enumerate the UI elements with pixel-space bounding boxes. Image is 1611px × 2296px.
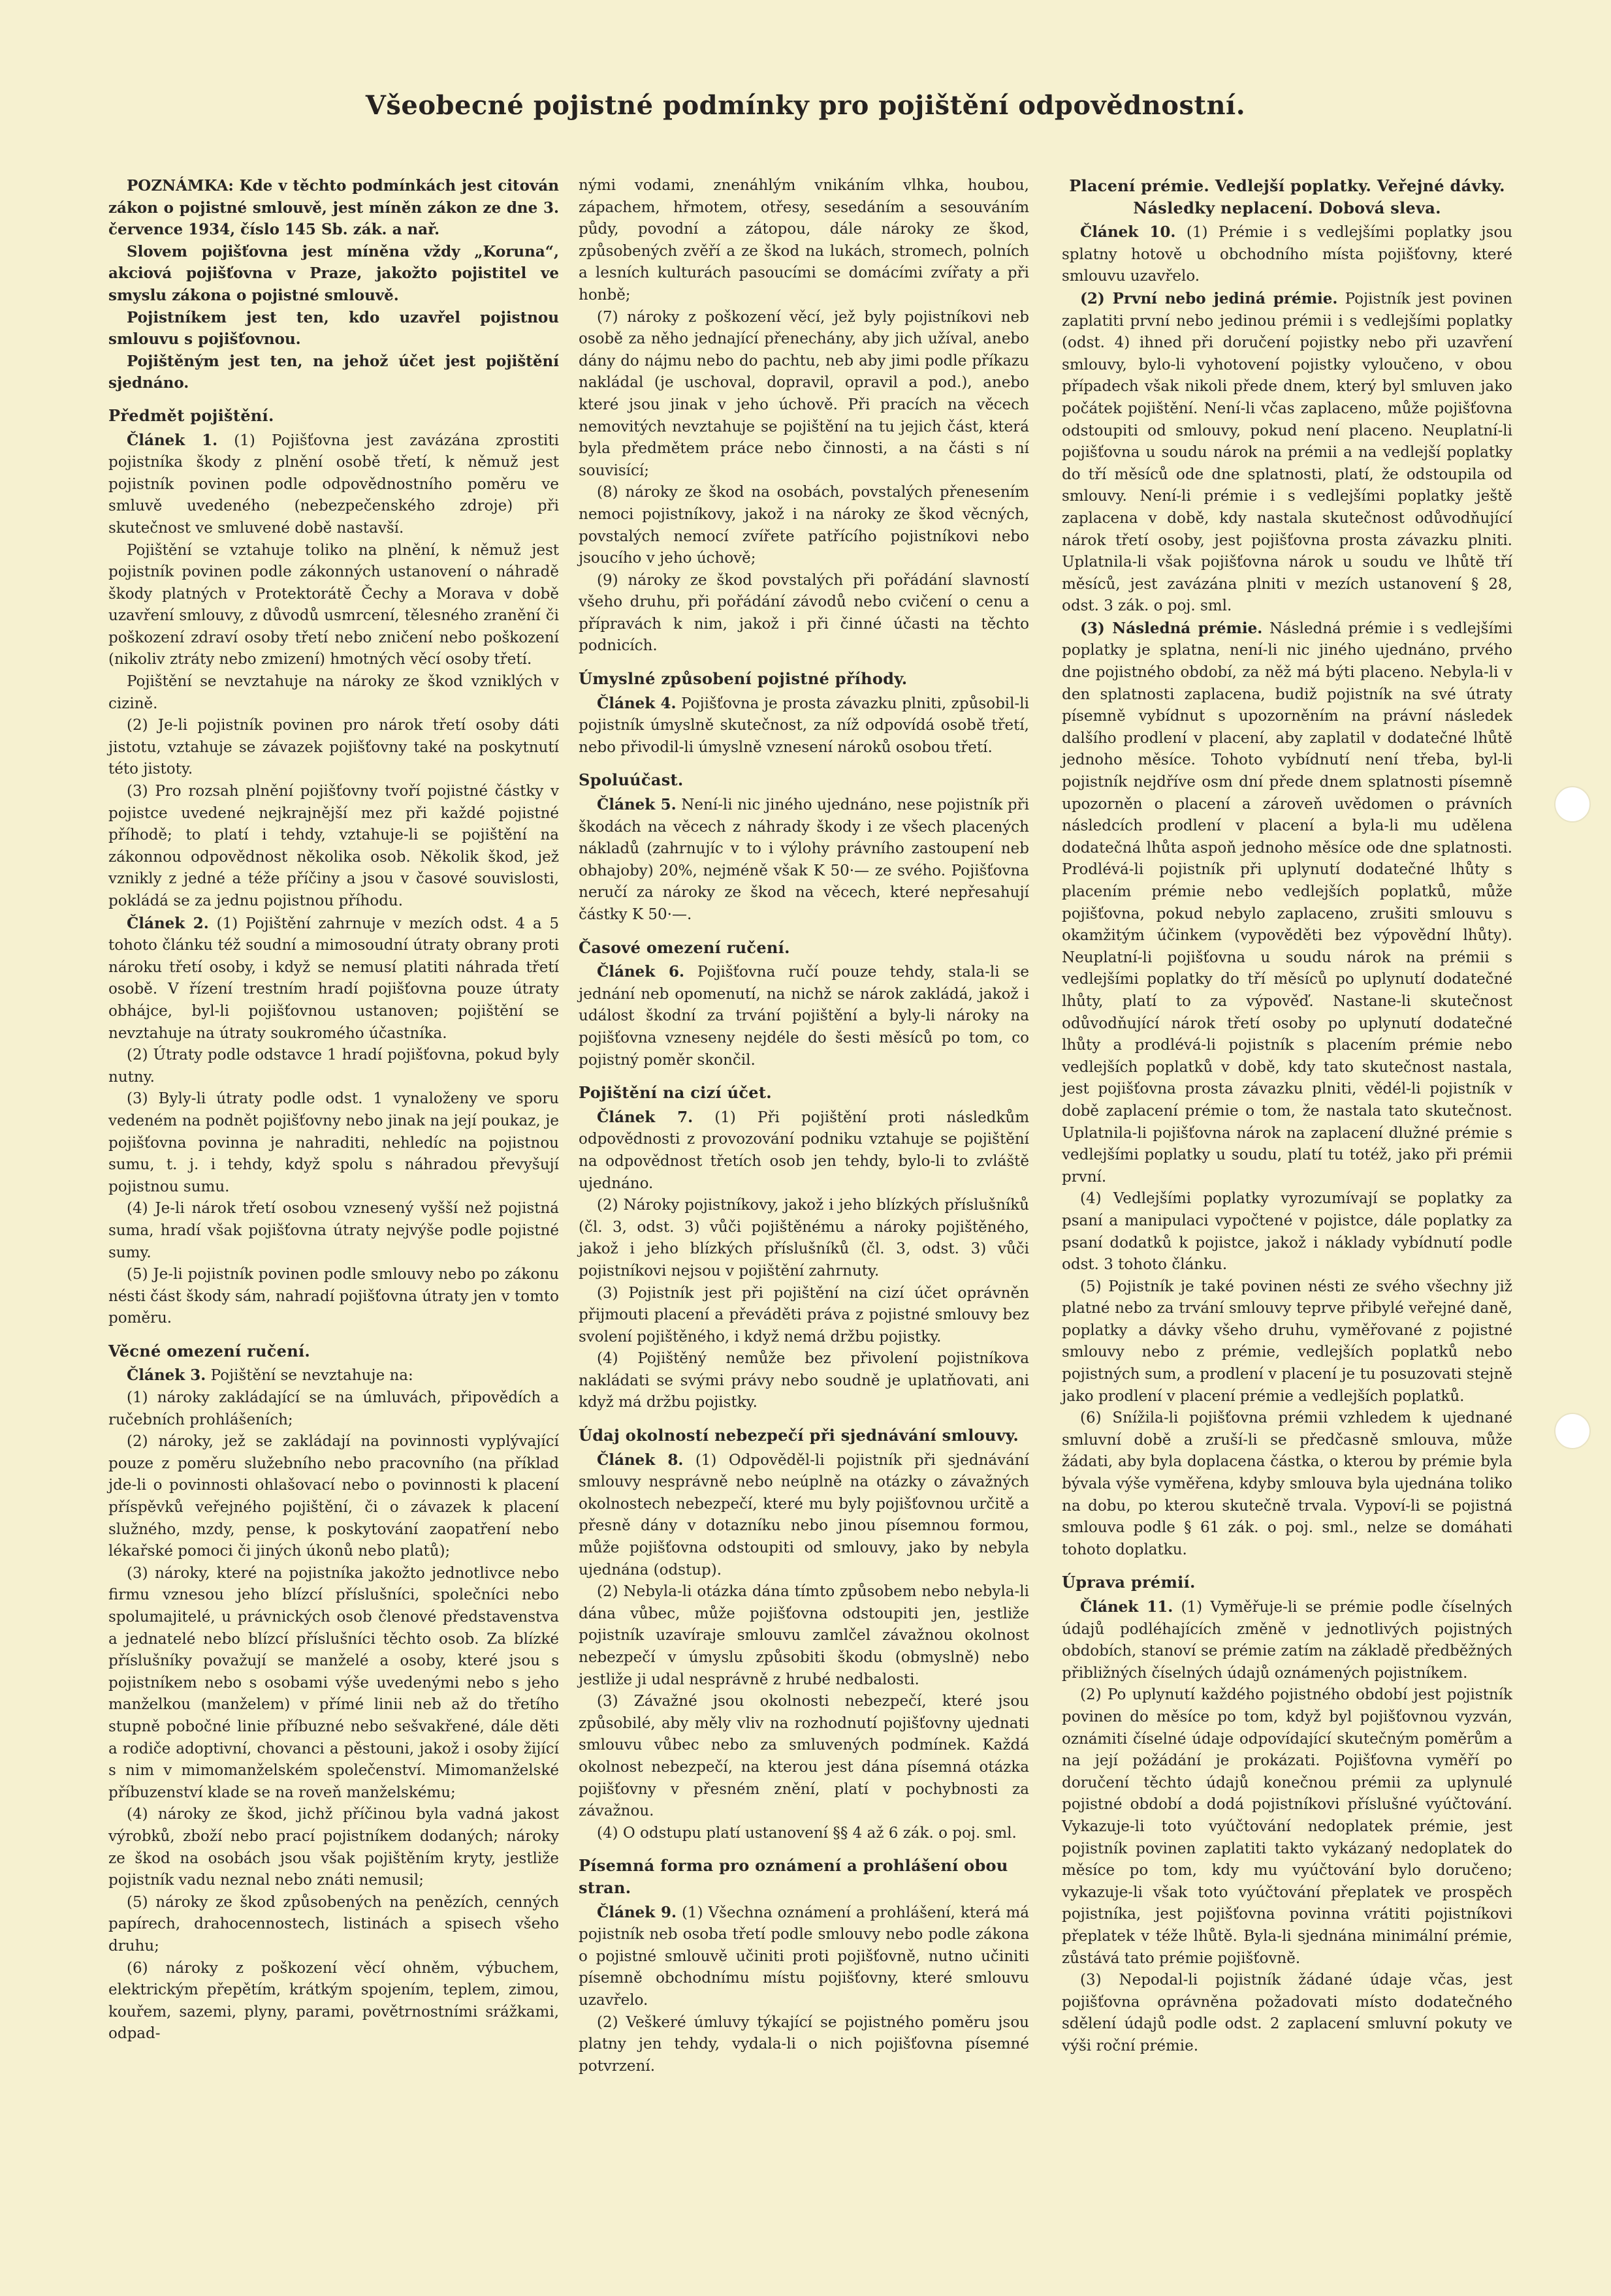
column-3 — [1062, 175, 1512, 2057]
paragraph: Pojištění se vztahuje toliko na plnění, k němuž jest pojistník povinen podle zákonných ustanovení o náhradě škody platných v Protektorátě Čechy a Morava v době uzavření smlouvy, z důvodů usmrcení, tělesného zranění či poškození zdraví osoby třetí nebo zničení nebo poškození (nikoliv ztráty nebo zmizení) hmotných věcí osoby třetí. — [108, 541, 559, 668]
paragraph-text: (1) Prémie i s vedlejšími poplatky jsou splatny hotově u obchodního místa pojišťovny, které smlouvu uzavřelo. — [1062, 224, 1513, 285]
article-label: Článek 8. — [597, 1451, 684, 1469]
paragraph: (2) Po uplynutí každého pojistného období jest pojistník povinen do měsíce po tom, když byl pojišťovnou vyzván, oznámiti číselné údaje odpovídající skutečným poměrům a na její požádání je prokázati. Pojišťovna vyměří po doručení těchto údajů konečnou prémii za uplynulé pojistné období a dodá pojistníkovi příslušné vyúčtování. Vykazuje-li toto vyúčtování nedoplatek prémie, jest pojistník povinen zaplatiti takto vykázaný nedoplatek do měsíce po tom, kdy mu vyúčtování bylo doručeno; vykazuje-li však toto vyúčtování přeplatek ve prospěch pojistníka, jest pojišťovna povinna vrátiti pojistníkovi přeplatek v téže lhůtě. Byla-li sjednána minimální prémie, zůstává tato prémie pojišťovně. — [1062, 1686, 1512, 1967]
paragraph: (9) nároky ze škod povstalých při pořádání slavností všeho druhu, při pořádání závodů nebo cvičení o cenu a přípravách k nim, jakož i při činné účasti na těchto podnicích. — [579, 571, 1029, 655]
paragraph — [1062, 618, 1512, 1188]
paragraph-text: Pojistník jest povinen zaplatiti první nebo jedinou prémii i s vedlejšími poplatky (odst. 4) ihned při doručení pojistky nebo při uzavření smlouvy, bylo-li vyhotovení pojistky vyloučeno, v obou případech však nikoli přede dnem, který byl smluven jako počátek pojištění. Není-li včas zaplaceno, může pojišťovna odstoupiti od smlouvy, pokud není placeno. Neuplatní-li pojišťovna u soudu nárok na prémii a na vedlejší poplatky do tří měsíců ode dne splatnosti, platí, že odstoupila od smlouvy. Není-li prémie i s vedlejšími poplatky ještě zaplacena v době, kdy nastala skutečnost odůvodňující nárok třetí osoby, jest pojišťovna prosta závazku plniti. Uplatnila-li však pojišťovna nárok u soudu ve lhůtě tří měsíců, jest zavázána plniti v mezích ustanovení § 28, odst. 3 zák. o poj. sml. — [1062, 290, 1512, 615]
paragraph: (4) Pojištěný nemůže bez přivolení pojistníkova nakládati se svými právy nebo soudně je uplatňovati, ani když má držbu pojistky. — [579, 1350, 1029, 1411]
paragraph: (4) O odstupu platí ustanovení §§ 4 až 6 zák. o poj. sml. — [597, 1824, 1017, 1842]
section-heading: Písemná forma pro oznámení a prohlášení obou stran. — [579, 1856, 1008, 1897]
paragraph — [579, 1107, 1029, 1195]
paragraph-text: (1) Pojištění zahrnuje v mezích odst. 4 a 5 tohoto článku též soudní a mimosoudní útraty obrany proti nároku třetí osoby, i když se nemusí platiti náhrada třetí osobě. V řízení trestním hradí pojišťovna pouze útraty obhájce, byl-li pojišťovnou ustanoven; pojištění se nevztahuje na útraty soukromého účastníka. — [108, 915, 559, 1042]
paragraph: (3) Závažné jsou okolnosti nebezpečí, které jsou způsobilé, aby měly vliv na rozhodnutí pojišťovny ujednati smlouvu vůbec nebo za smluvených podmínek. Každá okolnost nebezpečí, na kterou jest dána písemná otázka pojišťovny v přesném znění, platí v pochybnosti za závažnou. — [579, 1693, 1029, 1820]
note-paragraph: Pojištěným jest ten, na jehož účet jest pojištění sjednáno. — [108, 352, 559, 392]
section-heading: Údaj okolností nebezpečí při sjednávání smlouvy. — [579, 1426, 1019, 1445]
note-paragraph: Slovem pojišťovna jest míněna vždy „Koruna“, akciová pojišťovna v Praze, jakožto pojistitel ve smyslu zákona o pojistné smlouvě. — [108, 242, 559, 304]
paragraph-text: (1) Pojišťovna jest zavázána zprostiti pojistníka škody z plnění osobě třetí, k němuž jest pojistník povinen podle odpovědnostního poměru ve smluvě uvedeného (nebezpečenského zdroje) při skutečnost ve smluvené době nastavší. — [108, 432, 560, 537]
section-heading: Věcné omezení ručení. — [108, 1341, 311, 1360]
paragraph: (3) Nepodal-li pojistník žádané údaje včas, jest pojišťovna oprávněna požadovati místo dodatečného sdělení údajů podle odst. 2 zaplacení smluvní pokuty ve výši roční prémie. — [1062, 1972, 1512, 2054]
paragraph — [1062, 288, 1512, 618]
paragraph: Pojištění se nevztahuje na nároky ze škod vzniklých v cizině. — [108, 673, 559, 712]
section-heading: Úmyslné způsobení pojistné příhody. — [579, 669, 908, 689]
article-label: Článek 3. — [127, 1366, 206, 1385]
paragraph-text: (1) Odpověděl-li pojistník při sjednávání smlouvy nesprávně nebo neúplně na otázky o závažných okolnostech nebezpečí, které mu byly pojišťovnou určitě a přesně dány v dotazníku nebo jinou písemnou formou, může pojišťovna odstoupiti od smlouvy, jako by nebyla ujednána (odstup). — [579, 1451, 1029, 1579]
article-label: Článek 6. — [597, 963, 684, 981]
paragraph: (3) Pro rozsah plnění pojišťovny tvoří pojistné částky v pojistce uvedené nejkrajnější mez při každé pojistné příhodě; to platí i tehdy, vztahuje-li se pojištění na zákonnou odpovědnost několika osob. Několik škod, jež vznikly z jedné a téže příčiny a jsou v časové souvislosti, pokládá se za jednu pojistnou příhodu. — [108, 783, 559, 909]
article-label: Článek 5. — [597, 796, 677, 814]
paragraph-text: Pojišťovna je prosta závazku plniti, způsobil-li pojistník úmyslně skutečnost, za níž odpovídá osobě třetí, nebo přivodil-li úmyslně vznesení nároků osobou třetí. — [579, 695, 1030, 756]
section-heading: Předmět pojištění. — [108, 405, 274, 425]
note-paragraph: Pojistníkem jest ten, kdo uzavřel pojistnou smlouvu s pojišťovnou. — [108, 308, 559, 349]
paragraph — [579, 693, 1029, 759]
paragraph — [108, 913, 559, 1045]
paragraph-text: Pojišťovna ručí pouze tehdy, stala-li se jednání neb opomenutí, na nichž se nárok zakládá, jakož i událost škodní za trvání pojištění a byly-li nároky na pojišťovna vzneseny nejdéle do šesti měsíců po tom, co pojistný poměr skončil. — [579, 964, 1030, 1069]
paragraph-text: Pojištění se nevztahuje na: — [210, 1367, 413, 1385]
paragraph: nými vodami, znenáhlým vnikáním vlhka, houbou, zápachem, hřmotem, otřesy, sesedáním a sesouváním půdy, povodní a zátopou, dále nároky ze škod, způsobených zvěří a ze škod na lukách, stromech, polních a lesních kulturách pasoucími se domácími zvířaty a při honbě; — [579, 177, 1029, 304]
paragraph: (2) Útraty podle odstavce 1 hradí pojišťovna, pokud byly nutny. — [108, 1046, 559, 1086]
paragraph: (3) nároky, které na pojistníka jakožto jednotlivce nebo firmu vznesou jeho blízcí příslušníci, společníci nebo spolumajitelé, u právnických osob členové představenstva a jednatelé nebo blízcí příslušníci těchto osob. Za blízké příslušníky považují se manželé a osoby, které jsou s pojistníkem nebo s osobami výše uvedenými nebo s jeho manželkou (manželem) v přímé linii neb až do třetího stupně pobočné linie příbuzné nebo sešvakřené, dále děti a rodiče adoptivní, chovanci a pěstouni, jakož i osoby žijící s nim v mimomanželském společenství. Mimomanželské příbuzenství klade se na roveň manželskému; — [108, 1564, 559, 1801]
punch-hole — [1554, 1413, 1591, 1449]
page-title: Všeobecné pojistné podmínky pro pojištění odpovědnostní. — [365, 90, 1246, 121]
paragraph: (2) Je-li pojistník povinen pro nárok třetí osoby dáti jistotu, vztahuje se závazek pojišťovny také na poskytnutí této jistoty. — [108, 717, 559, 778]
inline-heading: (2) První nebo jediná prémie. — [1080, 289, 1338, 307]
article-label: Článek 10. — [1080, 223, 1176, 242]
punch-hole — [1554, 786, 1591, 823]
paragraph: (2) Veškeré úmluvy týkající se pojistného poměru jsou platny jen tehdy, vydala-li o nich pojišťovna písemné potvrzení. — [579, 2013, 1029, 2075]
paragraph: (4) Je-li nárok třetí osobou vznesený vyšší než pojistná suma, hradí však pojišťovna útraty nejvýše podle pojistné sumy. — [108, 1200, 559, 1261]
paragraph — [579, 1902, 1029, 2012]
paragraph: (3) Pojistník jest při pojištění na cizí účet oprávněn přijmouti placení a převáděti práva z pojistné smlouvy bez svolení pojištěného, i když nemá držbu pojistky. — [579, 1284, 1029, 1345]
paragraph — [579, 794, 1029, 926]
section-heading: Spoluúčast. — [579, 770, 684, 790]
paragraph — [108, 1364, 559, 1387]
paragraph — [108, 430, 559, 540]
paragraph: (5) nároky ze škod způsobených na penězích, cenných papírech, drahocennostech, listinách a spisech všeho druhu; — [108, 1893, 559, 1955]
paragraph: (2) Nároky pojistníkovy, jakož i jeho blízkých příslušníků (čl. 3, odst. 3) vůči pojištěnému a nároky pojištěného, jakož i jeho blízkých příslušníků (čl. 3, odst. 3) vůči pojistníkovi nejsou v pojištění zahrnuty. — [579, 1197, 1029, 1280]
column-1 — [108, 175, 559, 2045]
paragraph: (6) Snížila-li pojišťovna prémii vzhledem k ujednané smluvní době a zruší-li se předčasně smlouva, může žádati, aby byla doplacena částka, o kterou by prémie byla bývala výše vyměřena, kdyby smlouva byla ujednána toliko na dobu, po kterou skutečně trvala. Vypoví-li se pojistná smlouva podle § 61 zák. o poj. sml., nelze se domáhati tohoto doplatku. — [1062, 1409, 1512, 1558]
section-heading: Úprava prémií. — [1062, 1573, 1196, 1592]
inline-heading: (3) Následná prémie. — [1080, 619, 1263, 637]
paragraph — [1062, 1596, 1512, 1684]
paragraph-text: (1) Všechna oznámení a prohlášení, která má pojistník neb osoba třetí podle smlouvy nebo podle zákona o pojistné smlouvě učiniti proti pojišťovně, nutno učiniti písemně obchodnímu místu pojišťovny, které smlouvu uzavřelo. — [579, 1904, 1029, 2009]
section-heading: Pojištění na cizí účet. — [579, 1083, 772, 1103]
paragraph-text: (1) Vyměřuje-li se prémie podle číselných údajů podléhajících změně v jednotlivých pojistných obdobích, stanoví se prémie zatím na základě předběžných přibližných číselných údajů oznámených pojistníkem. — [1062, 1599, 1512, 1682]
article-label: Článek 1. — [127, 431, 218, 449]
article-label: Článek 4. — [597, 694, 677, 712]
paragraph: (1) nároky zakládající se na úmluvách, připovědích a ručebních prohlášeních; — [108, 1389, 559, 1428]
section-heading: Časové omezení ručení. — [579, 937, 790, 957]
article-label: Článek 2. — [127, 914, 209, 932]
paragraph: (8) nároky ze škod na osobách, povstalých přenesením nemoci pojistníkovy, jakož i na nároky ze škod věcných, povstalých nemocí zvířete patřícího pojistníkovi nebo jsoucího v jeho úchově; — [579, 484, 1029, 567]
section-heading: Placení prémie. Vedlejší poplatky. Veřejné dávky. Následky neplacení. Dobová sleva. — [1069, 176, 1505, 217]
article-label: Článek 7. — [597, 1108, 694, 1126]
column-2 — [579, 175, 1029, 2077]
article-label: Článek 11. — [1080, 1598, 1173, 1616]
paragraph — [579, 1449, 1029, 1582]
paragraph — [579, 961, 1029, 1071]
paragraph: (6) nároky z poškození věcí ohněm, výbuchem, elektrickým přepětím, krátkým spojením, teplem, zimou, kouřem, sazemi, plyny, parami, povětrnostními srážkami, odpad- — [108, 1959, 559, 2043]
paragraph-text: Následná prémie i s vedlejšími poplatky je splatna, není-li nic jiného ujednáno, prvého dne pojistného období, za něž má býti placeno. Nebyla-li v den splatnosti zaplacena, budiž pojistník na své útraty písemně vybídnut s upozorněním na právní následek dalšího prodlení v placení, aby zaplatil v dodatečné lhůtě jednoho měsíce. Tohoto vybídnutí není třeba, byl-li pojistník nejdříve osm dní přede dnem splatnosti písemně upozorněn o placení a zároveň uvědomen o právních následcích prodlení v placení a byla-li mu udělena dodatečná lhůta aspoň jednoho měsíce ode dne splatnosti. Prodlévá-li pojistník při uplynutí dodatečné lhůty s placením prémie nebo vedlejších poplatků, může pojišťovna, pokud nebylo zaplaceno, zrušiti smlouvu s okamžitým účinkem (vypověděti bez výpovědní lhůty). Neuplatní-li pojišťovna u soudu nárok na prémii s vedlejšími poplatky do tří měsíců po uplynutí dodatečné lhůty, platí to za výpověď. Nastane-li skutečnost odůvodňující nárok třetí osoby po uplynutí dodatečné lhůty a prodlévá-li pojistník s placením prémie nebo vedlejších poplatků v době, kdy tato skutečnost nastala, jest pojišťovna prosta závazku plniti, vědél-li pojistník v době zaplacení prémie o tom, že nastala tato skutečnost. Uplatnila-li pojišťovna nárok na zaplacení dlužné prémie s vedlejšími poplatky u soudu, platí tu totéž, jako při prémii první. — [1062, 620, 1512, 1186]
paragraph: (3) Byly-li útraty podle odst. 1 vynaloženy ve sporu vedeném na podnět pojišťovny nebo jinak na její poukaz, je pojišťovna povinna je nahraditi, nehledíc na pojistnou sumu, t. j. i tehdy, když spolu s náhradou převyšují pojistnou sumu. — [108, 1090, 559, 1195]
paragraph: (4) Vedlejšími poplatky vyrozumívají se poplatky za psaní a manipulaci vypočtené v pojistce, dále poplatky za psaní dodatků k pojistce, jakož i náklady vybídnutí podle odst. 3 tohoto článku. — [1062, 1190, 1512, 1274]
article-label: Článek 9. — [597, 1903, 677, 1921]
paragraph: (5) Je-li pojistník povinen podle smlouvy nebo po zákonu nésti část škody sám, nahradí pojišťovna útraty jen v tomto poměru. — [108, 1266, 559, 1327]
paragraph: (7) nároky z poškození věcí, jež byly pojistníkovi neb osobě za něho jednající přenechány, aby jich užíval, anebo dány do nájmu nebo do pachtu, neb aby jimi podle příkazu nakládal (je uschoval, dopravil, opravil a pod.), anebo které jsou jinak v jeho úchově. Při pracích na věcech nemovitých nevztahuje se pojištění na tu jejich část, která byla předmětem práce nebo činnosti, a na části s ní souvisící; — [579, 308, 1029, 479]
paragraph — [1062, 221, 1512, 288]
paragraph: (2) Nebyla-li otázka dána tímto způsobem nebo nebyla-li dána vůbec, může pojišťovna odstoupiti jen, jestliže pojistník uzavíraje smlouvu zamlčel závažnou okolnost nebezpečí v úmyslu způsobiti škodu (obmyslně) nebo jestliže ji udal nesprávně z hrubé nedbalosti. — [579, 1583, 1029, 1688]
paragraph-text: Není-li nic jiného ujednáno, nese pojistník při škodách na věcech z náhrady škody i ze všech placených nákladů (zahrnujíc v to i výlohy právního zastoupení neb obhajoby) 20%, nejméně však K 50·— ze svého. Pojišťovna neručí za nároky ze škod na věcech, které nepřesahují částky K 50·—. — [579, 796, 1030, 923]
paragraph: (5) Pojistník je také povinen nésti ze svého všechny již platné nebo za trvání smlouvy teprve přibylé veřejné daně, poplatky a dávky všeho druhu, vyměřované z pojistné smlouvy nebo z prémie, vedlejších poplatků nebo pojistných sum, a prodlení v placení je tu posuzovati stejně jako prodlení v placení prémie a vedlejších poplatků. — [1062, 1278, 1512, 1405]
paragraph-text: (1) Při pojištění proti následkům odpovědnosti z provozování podniku vztahuje se pojištění na odpovědnost třetích osob jen tehdy, bylo-li to zvláště ujednáno. — [579, 1109, 1029, 1192]
paragraph: (2) nároky, jež se zakládají na povinnosti vyplývající pouze z poměru služebního nebo pracovního (na příklad jde-li o povinnosti ohlašovací nebo o povinnosti k placení příspěvků veřejného pojištění, či o závazek k placení služného, mzdy, pense, k poskytování zaopatření nebo lékařské pomoci či jiných úkonů nebo platů); — [108, 1433, 559, 1560]
paragraph: (4) nároky ze škod, jichž příčinou byla vadná jakost výrobků, zboží nebo prací pojistníkem dodaných; nároky ze škod na osobách jsou však pojištěním kryty, jestliže pojistník vadu neznal nebo znáti nemusil; — [108, 1806, 559, 1889]
note-paragraph: POZNÁMKA: Kde v těchto podmínkách jest citován zákon o pojistné smlouvě, jest míněn zákon ze dne 3. července 1934, číslo 145 Sb. zák. a nař. — [108, 177, 559, 239]
